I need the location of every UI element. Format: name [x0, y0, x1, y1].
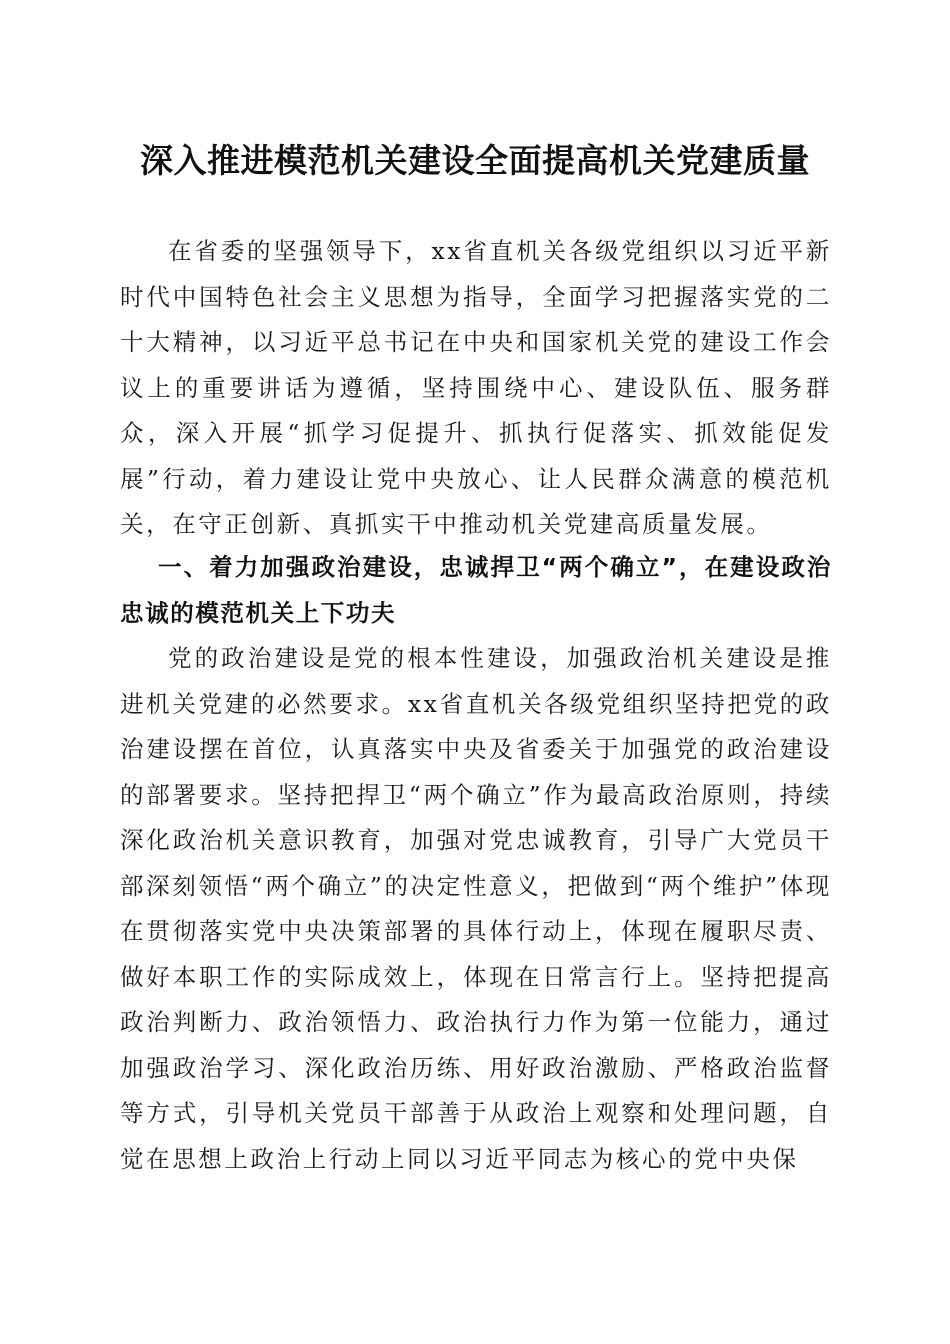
- intro-paragraph: 在省委的坚强领导下，xx省直机关各级党组织以习近平新时代中国特色社会主义思想为指导，全面学习把握落实党的二十大精神，以习近平总书记在中央和国家机关党的建设工作会议上的重要讲话为遵循，坚持围绕中心、建设队伍、服务群众，深入开展“抓学习促提升、抓执行促落实、抓效能促发展”行动，着力建设让党中央放心、让人民群众满意的模范机关，在守正创新、真抓实干中推动机关党建高质量发展。: [120, 237, 832, 538]
- section-1-paragraph: 党的政治建设是党的根本性建设，加强政治机关建设是推进机关党建的必然要求。xx省直机关各级党组织坚持把党的政治建设摆在首位，认真落实中央及省委关于加强党的政治建设的部署要求。坚持把捍卫“两个确立”作为最高政治原则，持续深化政治机关意识教育，加强对党忠诚教育，引导广大党员干部深刻领悟“两个确立”的决定性意义，把做到“两个维护”体现在贯彻落实党中央决策部署的具体行动上，体现在履职尽责、做好本职工作的实际成效上，体现在日常言行上。坚持把提高政治判断力、政治领悟力、政治执行力作为第一位能力，通过加强政治学习、深化政治历练、用好政治激励、严格政治监督等方式，引导机关党员干部善于从政治上观察和处理问题，自觉在思想上政治上行动上同以习近平同志为核心的党中央保: [120, 644, 832, 1173]
- section-1-heading: 一、着力加强政治建设，忠诚捍卫“两个确立”，在建设政治忠诚的模范机关上下功夫: [120, 553, 832, 627]
- document-title: 深入推进模范机关建设全面提高机关党建质量: [140, 141, 810, 180]
